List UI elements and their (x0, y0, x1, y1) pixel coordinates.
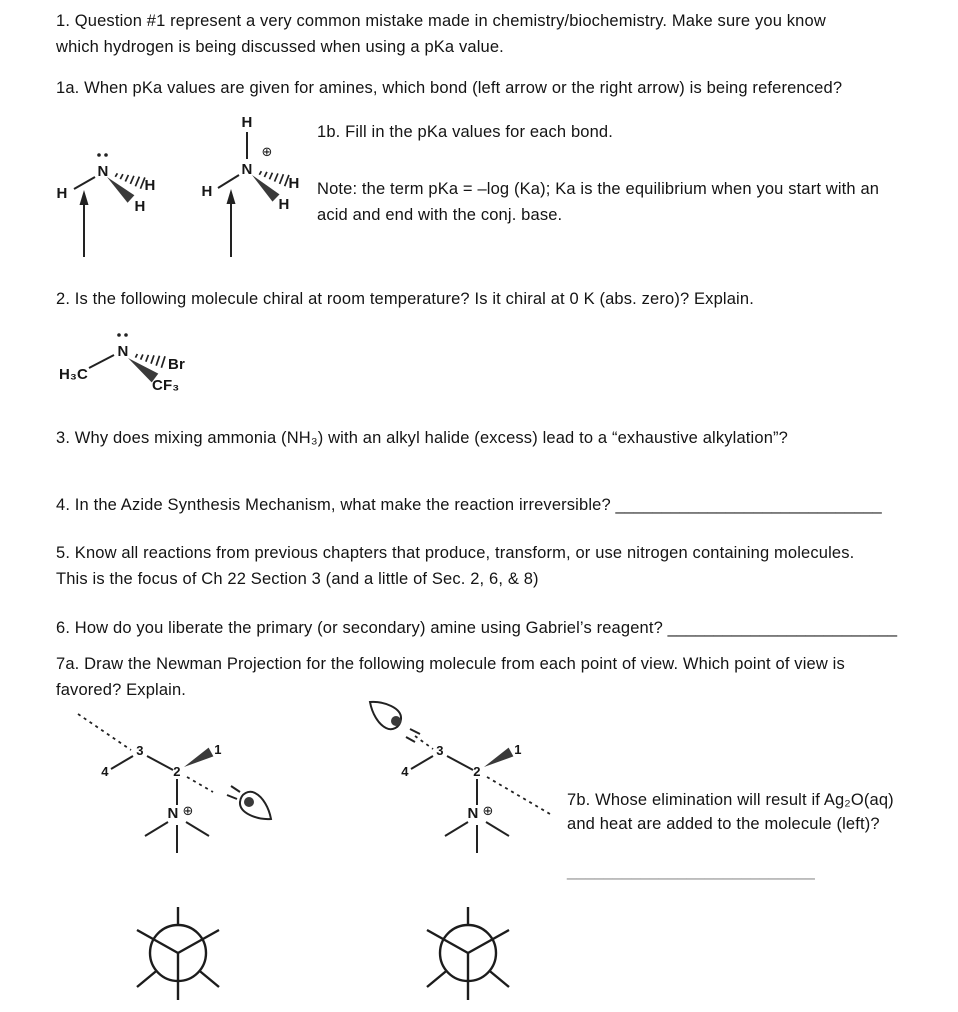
question-1a: 1a. When pKa values are given for amines, which bond (left arrow or the right arrow) is being referenced? (56, 79, 843, 97)
arrowhead (80, 190, 89, 205)
question-5-line-1: 5. Know all reactions from previous chapters that produce, transform, or use nitrogen containing molecules. (56, 544, 855, 562)
plus-charge-icon: ⊕ (482, 803, 494, 818)
carbon-label-4: 4 (401, 764, 409, 779)
bond-c-n (89, 355, 114, 368)
left-bond-arrow (227, 189, 236, 257)
sightline-dashed-lower (487, 777, 550, 814)
eye-gleam (231, 786, 240, 792)
eye-gleam (410, 729, 420, 734)
question-7b-line-1: 7b. Whose elimination will result if Ag₂O(aq) (567, 791, 894, 809)
back-bond-lower-left (427, 971, 446, 987)
eye-icon (370, 702, 420, 742)
question-3: 3. Why does mixing ammonia (NH₃) with an alkyl halide (excess) lead to a “exhaustive alkylation”? (56, 429, 788, 447)
atom-label-h: H (144, 177, 156, 194)
question-7a-line-2: favored? Explain. (56, 681, 187, 699)
newman-projection-template-left (118, 883, 238, 1009)
eye-icon (227, 786, 271, 819)
question-6-blank: _________________________ (667, 619, 898, 637)
carbon-label-2: 2 (173, 764, 181, 779)
note-line-2: acid and end with the conj. base. (317, 206, 563, 224)
eye-pupil (244, 797, 254, 807)
bond-n-methyl-left (145, 822, 168, 836)
atom-label-h: H (56, 185, 68, 202)
newman-view-figure-left (55, 695, 315, 865)
bond-n-h-left (218, 175, 239, 188)
question-5-line-2: This is the focus of Ch 22 Section 3 (and a little of Sec. 2, 6, & 8) (56, 570, 539, 588)
back-bond-lower-right (490, 971, 509, 987)
bond-c4-c3 (411, 756, 433, 769)
lone-pair-dot (124, 333, 128, 337)
question-6-text: 6. How do you liberate the primary (or secondary) amine using Gabriel’s reagent? (56, 619, 663, 637)
back-bond-lower-left (137, 971, 156, 987)
wedge-bond (107, 177, 134, 203)
atom-label-h: H (288, 175, 300, 192)
atom-label-h: H (278, 196, 290, 213)
bond-c4-c3 (111, 756, 133, 769)
group-label-cf3: CF₃ (152, 377, 180, 394)
question-7b (567, 788, 894, 836)
numbered-chain (78, 714, 213, 853)
eye-gleam (227, 795, 237, 799)
question-4-blank: _____________________________ (615, 496, 882, 514)
sightline-dashed-upper (415, 736, 433, 749)
lone-pair-dot (104, 153, 108, 157)
atom-label-n: N (241, 161, 253, 178)
left-bond-arrow (80, 190, 89, 257)
bond-n-methyl-right (486, 822, 509, 836)
question-4-text: 4. In the Azide Synthesis Mechanism, what make the reaction irreversible? (56, 496, 611, 514)
atom-label-n: N (97, 163, 109, 180)
carbon-label-3: 3 (436, 743, 444, 758)
note-line-1: Note: the term pKa = –log (Ka); Ka is the equilibrium when you start with an (317, 180, 880, 198)
chiral-amine-figure (45, 322, 260, 407)
sightline-dashed-lower (187, 777, 213, 792)
bond-n-methyl-right (186, 822, 209, 836)
atom-label-n: N (167, 805, 179, 822)
bond-c3-c2 (147, 756, 173, 770)
group-label-h3c: H₃C (58, 366, 88, 383)
carbon-label-4: 4 (101, 764, 109, 779)
carbon-label-1: 1 (214, 742, 222, 757)
atom-label-h: H (241, 114, 253, 131)
bond-c3-c2 (447, 756, 473, 770)
wedge-bond-c2-c1 (184, 748, 213, 767)
ammonium-molecule (218, 132, 289, 257)
question-7b-line-2: and heat are added to the molecule (left)? (567, 815, 880, 833)
question-2: 2. Is the following molecule chiral at room temperature? Is it chiral at 0 K (abs. zero)? Explain. (56, 290, 754, 308)
numbered-chain (411, 736, 550, 853)
question-6 (56, 615, 897, 641)
newman-view-figure-right (355, 695, 615, 865)
atom-label-n: N (117, 343, 129, 360)
atom-label-br: Br (168, 356, 185, 373)
back-bond-lower-right (200, 971, 219, 987)
question-7b-blank: ___________________________ (567, 862, 815, 880)
question-4 (56, 492, 882, 518)
atom-label-n: N (467, 805, 479, 822)
newman-projection-template-right (408, 883, 528, 1009)
sightline-dashed-upper (78, 714, 131, 750)
plus-charge-icon: ⊕ (182, 803, 194, 818)
question-1-line-2: which hydrogen is being discussed when using a pKa value. (56, 38, 504, 56)
eye-gleam (406, 737, 415, 742)
amine-structures-figure (40, 105, 310, 277)
carbon-label-3: 3 (136, 743, 144, 758)
question-1-line-1: 1. Question #1 represent a very common mistake made in chemistry/biochemistry. Make sure you know (56, 12, 826, 30)
lone-pair-dot (117, 333, 121, 337)
question-7a-line-1: 7a. Draw the Newman Projection for the following molecule from each point of view. Which point of view is (56, 655, 845, 673)
atom-label-h: H (201, 183, 213, 200)
plus-charge-icon: ⊕ (261, 144, 273, 159)
carbon-label-2: 2 (473, 764, 481, 779)
lone-pair-dot (97, 153, 101, 157)
eye-pupil (391, 716, 401, 726)
wedge-bond-c2-c1 (484, 748, 513, 767)
question-1b: 1b. Fill in the pKa values for each bond. (317, 123, 613, 141)
atom-label-h: H (134, 198, 146, 215)
bond-n-methyl-left (445, 822, 468, 836)
carbon-label-1: 1 (514, 742, 522, 757)
bond-n-h-left (74, 177, 95, 189)
arrowhead (227, 189, 236, 204)
